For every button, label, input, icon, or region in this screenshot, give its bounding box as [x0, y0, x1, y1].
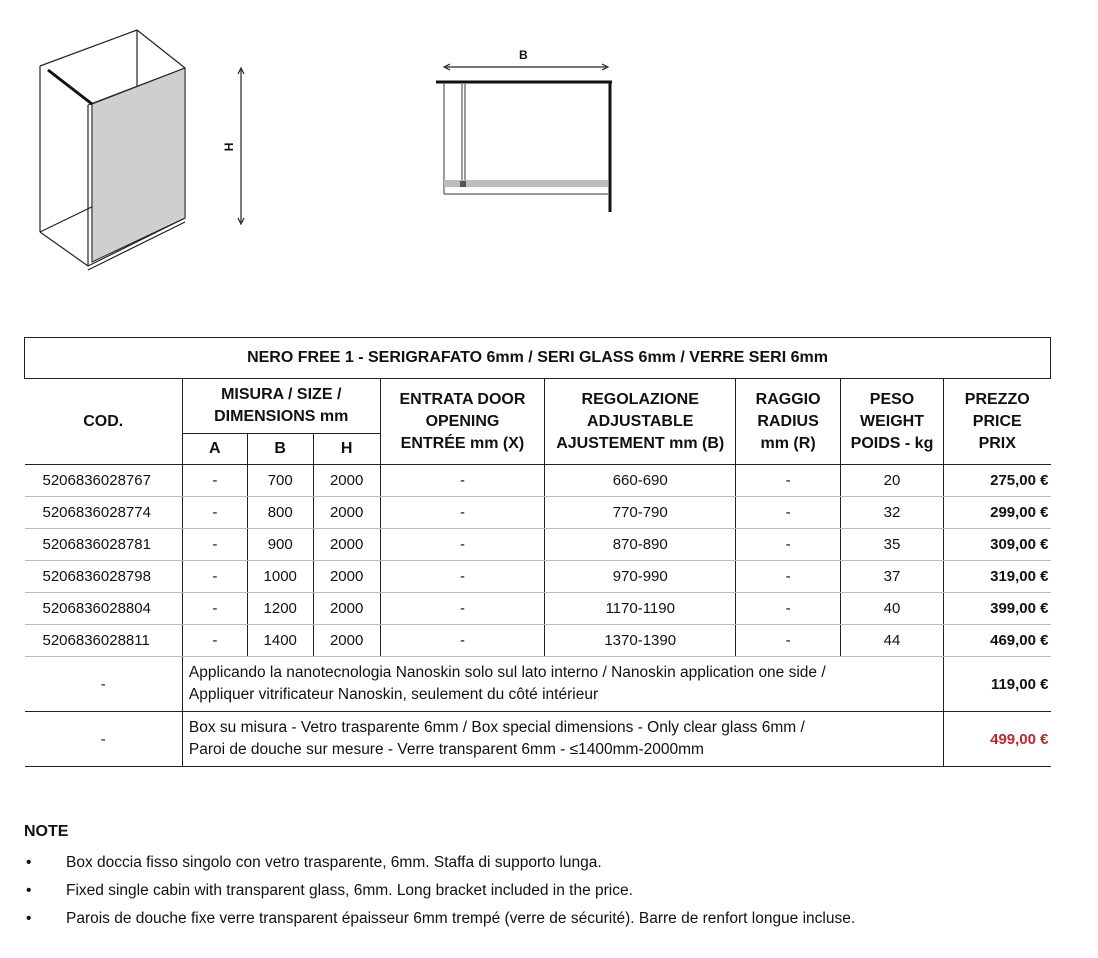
- cell-regolazione: 770-790: [545, 497, 736, 529]
- option-description: [182, 712, 943, 767]
- cell-a: -: [182, 465, 247, 497]
- option-line: Applicando la nanotecnologia Nanoskin solo sul lato interno / Nanoskin application one side /: [188, 664, 826, 681]
- note-text: Parois de douche fixe verre transparent épaisseur 6mm trempé (verre de sécurité). Barre de renfort longue incluse.: [66, 910, 856, 927]
- cell-a: -: [182, 625, 247, 657]
- cell-entrata: -: [380, 497, 545, 529]
- option-row: [25, 712, 1051, 767]
- cell-a: -: [182, 593, 247, 625]
- header-a: A: [182, 434, 247, 465]
- notes-section: [24, 823, 1024, 933]
- note-item: [24, 877, 1024, 905]
- header-misura: MISURA / SIZE / DIMENSIONS mm: [182, 379, 380, 434]
- cell-b: 700: [247, 465, 313, 497]
- cell-regolazione: 970-990: [545, 561, 736, 593]
- cell-cod: 5206836028798: [25, 561, 183, 593]
- cell-entrata: -: [380, 465, 545, 497]
- table-row: [25, 593, 1051, 625]
- table-row: [25, 561, 1051, 593]
- cell-h: 2000: [313, 625, 380, 657]
- note-item: [24, 849, 1024, 877]
- header-b: B: [247, 434, 313, 465]
- cell-entrata: -: [380, 529, 545, 561]
- table-row: [25, 625, 1051, 657]
- cell-entrata: -: [380, 561, 545, 593]
- header-raggio: RAGGIO RADIUS mm (R): [736, 379, 841, 465]
- cell-a: -: [182, 561, 247, 593]
- cell-peso: 32: [841, 497, 944, 529]
- bullet-icon: •: [26, 910, 32, 927]
- cell-raggio: -: [736, 497, 841, 529]
- cell-prezzo: 499,00 €: [943, 712, 1050, 767]
- cell-prezzo: 469,00 €: [943, 625, 1050, 657]
- cell-regolazione: 870-890: [545, 529, 736, 561]
- width-dimension-label: B: [519, 48, 528, 62]
- cell-regolazione: 1370-1390: [545, 625, 736, 657]
- cell-cod: 5206836028781: [25, 529, 183, 561]
- cell-raggio: -: [736, 593, 841, 625]
- cell-h: 2000: [313, 465, 380, 497]
- cell-h: 2000: [313, 497, 380, 529]
- cell-a: -: [182, 497, 247, 529]
- height-dimension-label: H: [221, 142, 236, 152]
- header-entrata: ENTRATA DOOR OPENING ENTRÉE mm (X): [380, 379, 545, 465]
- cell-prezzo: 319,00 €: [943, 561, 1050, 593]
- cell-b: 1400: [247, 625, 313, 657]
- cell-h: 2000: [313, 561, 380, 593]
- header-cod: COD.: [25, 379, 183, 465]
- cell-peso: 35: [841, 529, 944, 561]
- table-row: [25, 529, 1051, 561]
- cell-h: 2000: [313, 593, 380, 625]
- note-text: Fixed single cabin with transparent glass, 6mm. Long bracket included in the price.: [66, 882, 633, 899]
- cell-b: 800: [247, 497, 313, 529]
- cell-prezzo: 399,00 €: [943, 593, 1050, 625]
- cell-entrata: -: [380, 625, 545, 657]
- cell-raggio: -: [736, 625, 841, 657]
- cell-b: 1200: [247, 593, 313, 625]
- option-line: Box su misura - Vetro trasparente 6mm / Box special dimensions - Only clear glass 6mm /: [188, 719, 805, 736]
- table-row: [25, 497, 1051, 529]
- table-title: NERO FREE 1 - SERIGRAFATO 6mm / SERI GLASS 6mm / VERRE SERI 6mm: [25, 338, 1051, 379]
- option-line: Appliquer vitrificateur Nanoskin, seulement du côté intérieur: [188, 686, 599, 703]
- cell-cod: 5206836028804: [25, 593, 183, 625]
- bullet-icon: •: [26, 854, 32, 871]
- note-text: Box doccia fisso singolo con vetro trasparente, 6mm. Staffa di supporto lunga.: [66, 854, 602, 871]
- header-h: H: [313, 434, 380, 465]
- cell-regolazione: 1170-1190: [545, 593, 736, 625]
- cell-b: 1000: [247, 561, 313, 593]
- cell-raggio: -: [736, 529, 841, 561]
- plan-drawing: [0, 0, 640, 230]
- cell-cod: -: [25, 712, 183, 767]
- cell-h: 2000: [313, 529, 380, 561]
- cell-regolazione: 660-690: [545, 465, 736, 497]
- cell-prezzo: 119,00 €: [943, 657, 1050, 712]
- cell-entrata: -: [380, 593, 545, 625]
- header-peso: PESO WEIGHT POIDS - kg: [841, 379, 944, 465]
- cell-prezzo: 299,00 €: [943, 497, 1050, 529]
- cell-cod: -: [25, 657, 183, 712]
- cell-peso: 37: [841, 561, 944, 593]
- price-table: [24, 337, 1051, 767]
- notes-title: NOTE: [24, 823, 69, 840]
- cell-a: -: [182, 529, 247, 561]
- cell-peso: 20: [841, 465, 944, 497]
- cell-cod: 5206836028811: [25, 625, 183, 657]
- cell-peso: 44: [841, 625, 944, 657]
- header-prezzo: PREZZO PRICE PRIX: [943, 379, 1050, 465]
- cell-peso: 40: [841, 593, 944, 625]
- option-line: Paroi de douche sur mesure - Verre transparent 6mm - ≤1400mm-2000mm: [188, 741, 704, 758]
- cell-cod: 5206836028774: [25, 497, 183, 529]
- cell-prezzo: 309,00 €: [943, 529, 1050, 561]
- note-item: [24, 905, 1024, 933]
- table-row: [25, 465, 1051, 497]
- cell-raggio: -: [736, 465, 841, 497]
- option-row: [25, 657, 1051, 712]
- option-description: [182, 657, 943, 712]
- bullet-icon: •: [26, 882, 32, 899]
- cell-cod: 5206836028767: [25, 465, 183, 497]
- cell-b: 900: [247, 529, 313, 561]
- header-regolazione: REGOLAZIONE ADJUSTABLE AJUSTEMENT mm (B): [545, 379, 736, 465]
- cell-prezzo: 275,00 €: [943, 465, 1050, 497]
- cell-raggio: -: [736, 561, 841, 593]
